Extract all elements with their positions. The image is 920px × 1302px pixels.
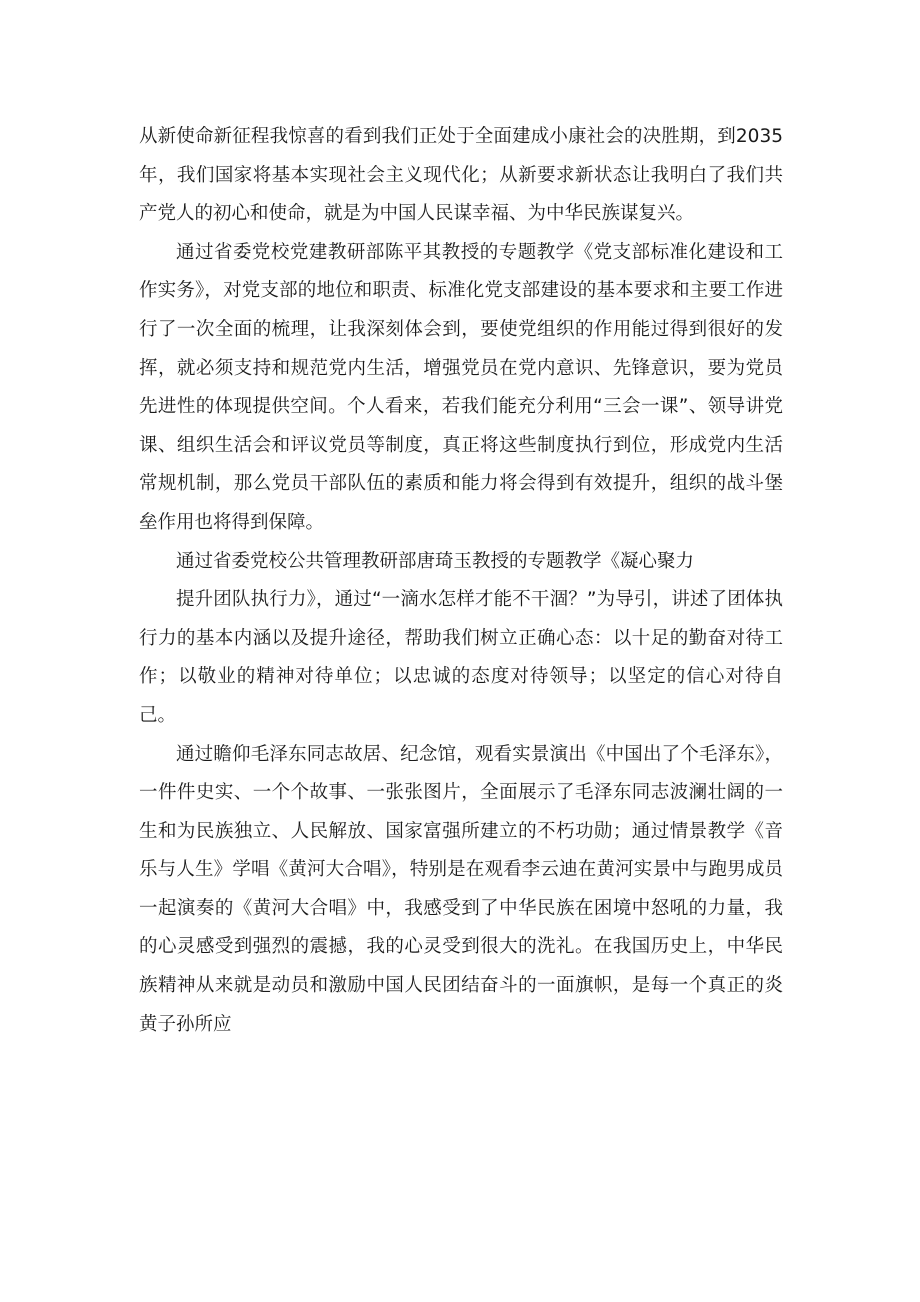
paragraph-mao-zedong: 通过瞻仰毛泽东同志故居、纪念馆，观看实景演出《中国出了个毛泽东》，一件件史实、一个个故事、一张张图片，全面展示了毛泽东同志波澜壮阔的一生和为民族独立、人民解放、国家富强所建立的不朽功勋；通过情景教学《音乐与人生》学唱《黄河大合唱》，特别是在观看李云迪在黄河实景中与跑男成员一起演奏的《黄河大合唱》中，我感受到了中华民族在困境中怒吼的力量，我的心灵感受到强烈的震撼，我的心灵受到很大的洗礼。在我国历史上，中华民族精神从来就是动员和激励中国人民团结奋斗的一面旗帜，是每一个真正的炎黄子孙所应 xyxy=(139,743,783,1035)
paragraph-party-branch: 通过省委党校党建教研部陈平其教授的专题教学《党支部标准化建设和工作实务》，对党支部的地位和职责、标准化党支部建设的基本要求和主要工作进行了一次全面的梳理，让我深刻体会到，要使党组织的作用能过得到很好的发挥，就必须支持和规范党内生活，增强党员在党内意识、先锋意识，要为党员先进性的体现提供空间。个人看来，若我们能充分利用“三会一课”、领导讲党课、组织生活会和评议党员等制度，真正将这些制度执行到位，形成党内生活常规机制，那么党员干部队伍的素质和能力将会得到有效提升，组织的战斗堡垒作用也将得到保障。 xyxy=(139,241,783,533)
paragraph-team-execution: 提升团队执行力》，通过“一滴水怎样才能不干涸？”为导引，讲述了团体执行力的基本内涵以及提升途径，帮助我们树立正确心态：以十足的勤奋对待工作；以敬业的精神对待单位；以忠诚的态度对待领导；以坚定的信心对待自己。 xyxy=(139,589,783,726)
paragraph-team-execution-title: 通过省委党校公共管理教研部唐琦玉教授的专题教学《凝心聚力 xyxy=(176,550,695,572)
document-body xyxy=(139,118,783,1044)
paragraph-new-mission: 从新使命新征程我惊喜的看到我们正处于全面建成小康社会的决胜期，到2035年，我们国家将基本实现社会主义现代化；从新要求新状态让我明白了我们共产党人的初心和使命，就是为中国人民谋幸福、为中华民族谋复兴。 xyxy=(139,126,783,225)
